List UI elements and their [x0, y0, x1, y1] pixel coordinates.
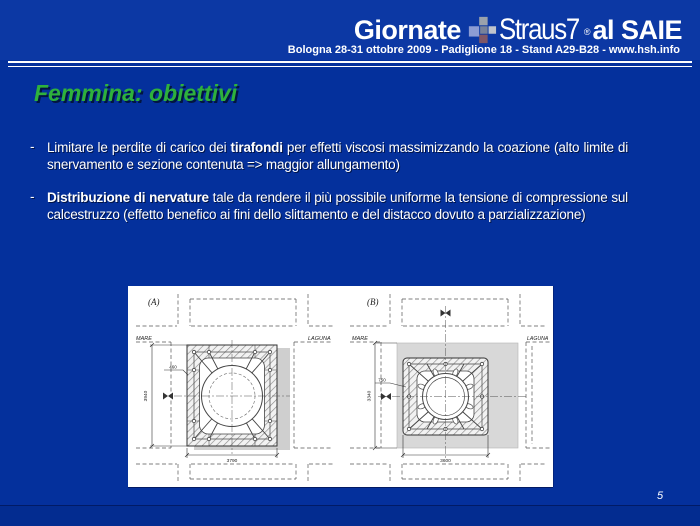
header-divider [8, 61, 692, 67]
panel-a-dim-height: 3940 [144, 390, 149, 402]
event-subtitle: Bologna 28-31 ottobre 2009 - Padiglione 18 - Stand A29-B28 - www.hsh.info [287, 44, 680, 56]
bullet-marker: - [30, 188, 35, 204]
panel-a-label: (A) [148, 297, 160, 307]
figure-panel-b [350, 294, 550, 482]
bullet-list [30, 139, 628, 238]
figure-panel-a [136, 294, 333, 482]
registered-mark: ® [583, 27, 591, 37]
bullet-item [30, 189, 628, 224]
panel-b-dim-offset: 750 [378, 377, 386, 383]
straus7-text: Straus7 [498, 13, 579, 46]
panel-a-dim-offset: 460 [169, 364, 177, 370]
panel-b-level-symbol [381, 393, 391, 400]
al-saie-text: al SAIE [592, 14, 682, 45]
figure-image [128, 286, 553, 487]
straus7-logo-icon [467, 15, 497, 45]
bullet-marker: - [30, 139, 35, 154]
panel-b-laguna-label: LAGUNA [527, 336, 549, 342]
panel-a-laguna-label: LAGUNA [308, 336, 331, 342]
panel-a-mare-label: MARE [136, 336, 152, 342]
panel-a-level-symbol [163, 393, 173, 400]
page-number: 5 [657, 490, 664, 502]
panel-a-dim-width: 3790 [226, 459, 238, 464]
header-logo [354, 13, 682, 47]
bullet-text: Limitare le perdite di carico dei tirafondi per effetti viscosi massimizzando la coazione (alto limite di snervamento e sezione contenuta => maggior allungamento) [47, 140, 628, 173]
page-title: Femmina: obiettivi [34, 80, 238, 106]
bottom-strip [0, 505, 700, 526]
panel-b-label: (B) [367, 297, 379, 307]
giornate-text: Giornate [353, 14, 461, 45]
panel-b-dim-height: 3340 [367, 390, 373, 402]
bullet-item [30, 139, 628, 174]
figure-svg [128, 286, 553, 487]
panel-b-dim-width: 3600 [440, 459, 451, 464]
panel-b-mare-label: MARE [352, 336, 368, 342]
bullet-text: Distribuzione di nervature tale da rendere il più possibile uniforme la tensione di compressione sul calcestruzzo (effetto benefico ai fini dello slittamento e del distacco dovuto a parzializzazione) [47, 189, 628, 222]
